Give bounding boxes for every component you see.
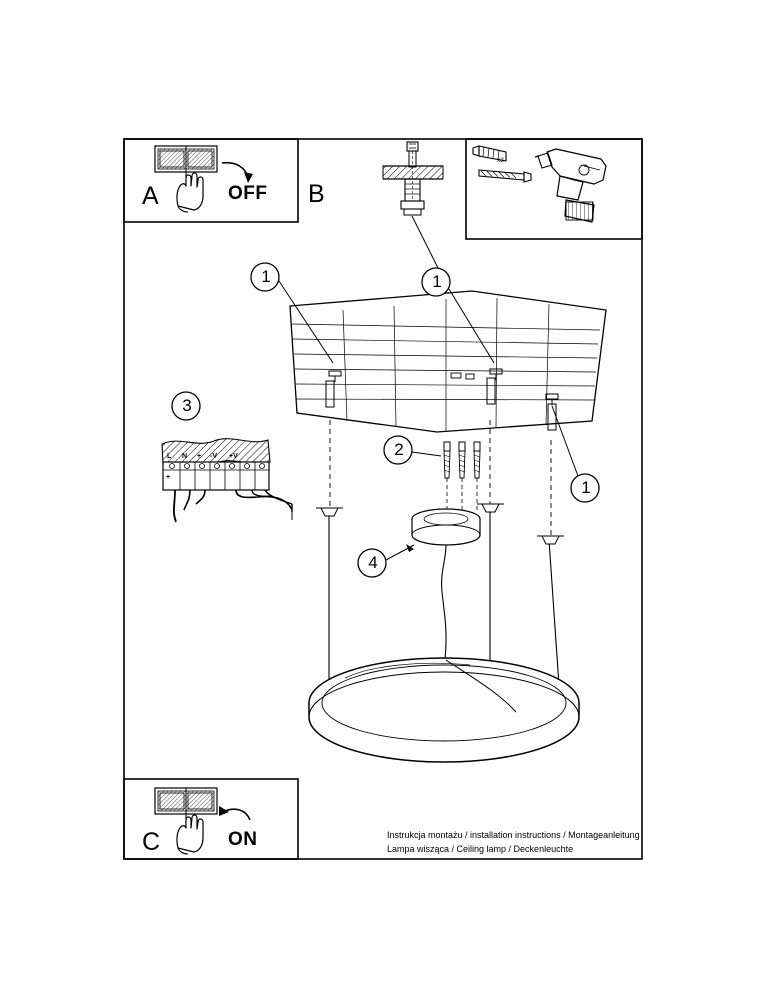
footer-line-1: Instrukcja montażu / installation instructions / Montageanleitung [387,830,640,840]
wall-plug-and-screw-illustration [473,146,531,182]
terminal-label-l: L [167,453,172,460]
panel-b-frame [466,139,642,239]
callout-3: 3 [182,396,192,415]
step-b-letter: B [308,180,325,208]
step-a-letter: A [142,182,159,210]
terminal-label-extra: + [166,474,171,481]
step-a-action-label: OFF [228,183,268,204]
terminal-label-plus-v: +V [229,453,238,460]
drill-illustration [535,149,606,222]
cable-grip [316,508,343,516]
canopy-housing [412,509,480,660]
mounting-screws-group [444,442,480,512]
terminal-label-plus: + [197,453,202,460]
screw [459,442,465,478]
screw [474,442,480,478]
screw [444,442,450,478]
callout-4: 4 [368,553,378,572]
hardware-quantity-label: x3 [497,157,504,164]
callout-1-top: 1 [432,272,442,291]
callout-1-left: 1 [261,267,271,286]
cable-grip [477,504,504,512]
terminal-label-n: N [182,453,188,460]
callout-2: 2 [394,440,404,459]
footer-block [387,828,640,856]
terminal-block-illustration [162,439,292,522]
step-c-letter: C [142,828,161,856]
ceiling-mounting-plate [290,291,606,432]
terminal-label-minus-v: -V [210,453,217,460]
pendant-lamp-ring [309,658,579,762]
callout-1-right: 1 [581,478,591,497]
anchor-detail-illustration [383,142,443,215]
cable-grip [537,536,564,544]
footer-line-2: Lampa wisząca / Ceiling lamp / Deckenleuchte [387,844,574,854]
step-c-action-label: ON [228,829,258,850]
